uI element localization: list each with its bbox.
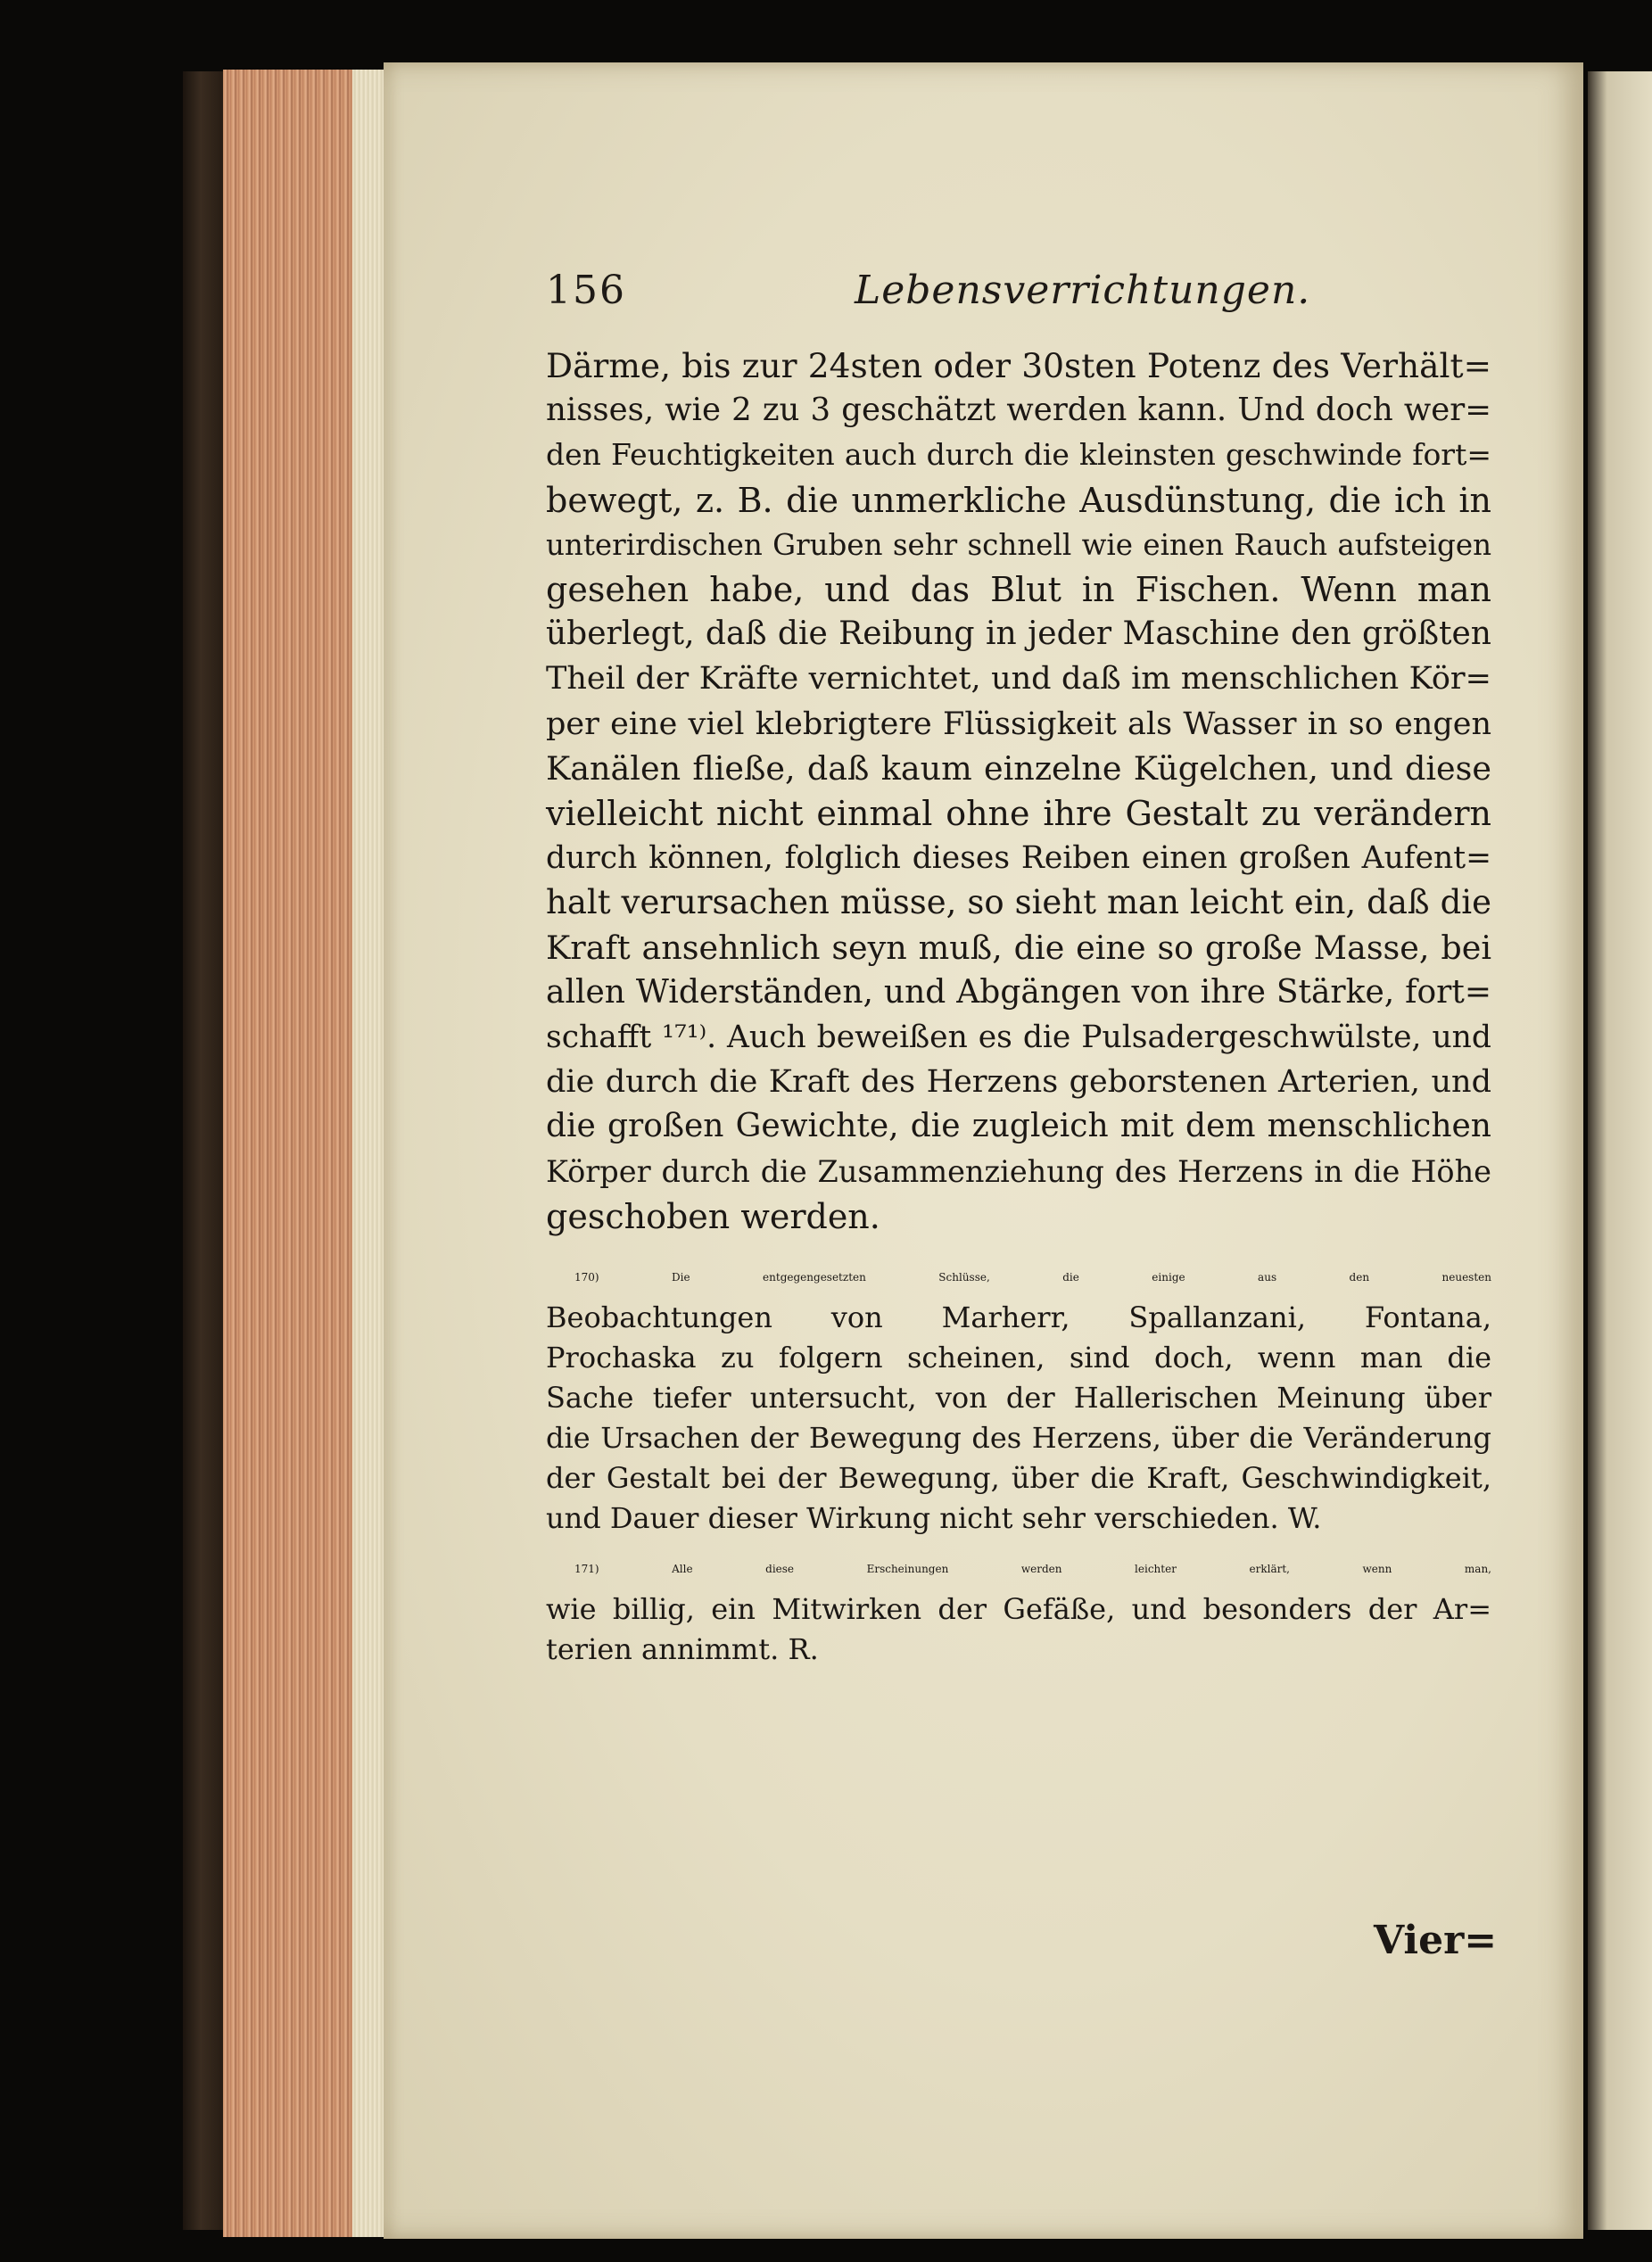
book-cover-edge xyxy=(183,71,227,2230)
text-line: gesehen habe, und das Blut in Fischen. Wenn man xyxy=(546,570,1491,610)
text-line: vielleicht nicht einmal ohne ihre Gestalt zu verändern xyxy=(546,794,1491,834)
footnote-line: Beobachtungen von Marherr, Spallanzani, Fontana, xyxy=(546,1300,1491,1334)
footnote-170 xyxy=(546,1258,1491,1539)
text-line: Körper durch die Zusammenziehung des Herzens in die Höhe xyxy=(546,1153,1491,1189)
footnote-171 xyxy=(546,1549,1491,1670)
footnote-line: wie billig, ein Mitwirken der Gefäße, und besonders der Ar= xyxy=(546,1592,1491,1626)
text-line: Kraft ansehnlich seyn muß, die eine so große Masse, bei xyxy=(546,928,1491,967)
footnotes xyxy=(546,1258,1491,1680)
text-line: schafft ¹⁷¹⁾. Auch beweißen es die Pulsadergeschwülste, und xyxy=(546,1020,1491,1056)
text-line: per eine viel klebrigtere Flüssigkeit als Wasser in so engen xyxy=(546,706,1491,742)
footnote-line: die Ursachen der Bewegung des Herzens, über die Veränderung xyxy=(546,1421,1491,1455)
text-line: die durch die Kraft des Herzens geborstenen Arterien, und xyxy=(546,1064,1491,1101)
text-line: Kanälen fließe, daß kaum einzelne Kügelchen, und diese xyxy=(546,748,1491,788)
text-line: allen Widerständen, und Abgängen von ihre Stärke, fort= xyxy=(546,973,1491,1011)
text-line: überlegt, daß die Reibung in jeder Maschine den größten xyxy=(546,615,1491,653)
facing-page-edge xyxy=(1588,71,1652,2230)
body-text xyxy=(546,343,1491,1239)
text-line: den Feuchtigkeiten auch durch die kleinsten geschwinde fort= xyxy=(546,437,1491,473)
text-line: durch können, folglich dieses Reiben einen großen Aufent= xyxy=(546,840,1491,877)
footnote-line: 171) Alle diese Erscheinungen werden leichter erklärt, wenn man, xyxy=(574,1563,1491,1575)
text-line: halt verursachen müsse, so sieht man leicht ein, daß die xyxy=(546,883,1491,922)
running-title: Lebensverrichtungen. xyxy=(855,268,1311,313)
text-line: die großen Gewichte, die zugleich mit dem menschlichen xyxy=(546,1108,1491,1145)
footnote-line: terien annimmt. R. xyxy=(546,1632,819,1666)
text-line: bewegt, z. B. die unmerkliche Ausdünstung, die ich in xyxy=(546,480,1491,520)
page-header xyxy=(546,268,1491,321)
text-line: geschoben werden. xyxy=(546,1196,880,1236)
footnote-line: und Dauer dieser Wirkung nicht sehr verschieden. W. xyxy=(546,1501,1322,1535)
text-line: Theil der Kräfte vernichtet, und daß im menschlichen Kör= xyxy=(546,661,1491,698)
text-line: nisses, wie 2 zu 3 geschätzt werden kann. Und doch wer= xyxy=(546,392,1491,429)
footnote-line: Sache tiefer untersucht, von der Hallerischen Meinung über xyxy=(546,1381,1491,1415)
footnote-line: 170) Die entgegengesetzten Schlüsse, die einige aus den neuesten xyxy=(574,1271,1491,1284)
page-number: 156 xyxy=(546,268,626,313)
page-edges-inner xyxy=(352,70,388,2237)
text-line: Därme, bis zur 24sten oder 30sten Potenz des Verhält= xyxy=(546,346,1491,385)
text-line: unterirdischen Gruben sehr schnell wie einen Rauch aufsteigen xyxy=(546,527,1491,562)
footnote-line: Prochaska zu folgern scheinen, sind doch, wenn man die xyxy=(546,1341,1491,1375)
footnote-line: der Gestalt bei der Bewegung, über die Kraft, Geschwindigkeit, xyxy=(546,1461,1491,1495)
catchword: Vier= xyxy=(1374,1918,1498,1963)
